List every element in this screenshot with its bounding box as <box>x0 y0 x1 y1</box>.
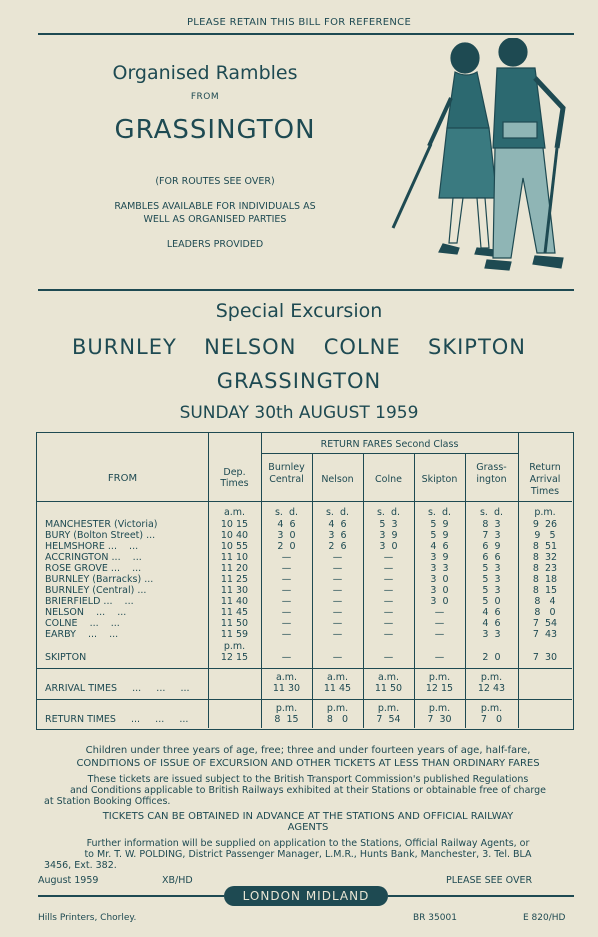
excursion-title: Special Excursion <box>215 300 383 322</box>
arrival-ampm: a.m. <box>377 672 400 683</box>
return-pm: p.m. <box>428 703 451 714</box>
fare-cell: — <box>383 652 394 663</box>
dep-header-2: Times <box>220 478 249 489</box>
col-grassington-2: ington <box>476 474 507 485</box>
return-arrival-time: 8 18 <box>532 574 558 585</box>
return-arrival-time: 8 0 <box>534 607 556 618</box>
return-arrival-time: 7 54 <box>532 618 558 629</box>
fare-cell: 6 9 <box>482 541 501 552</box>
fare-cell: 3 0 <box>277 530 296 541</box>
sd-label: s. d. <box>376 507 401 518</box>
top-rule <box>38 33 574 35</box>
from-label: FROM <box>190 92 220 102</box>
fares-table <box>36 432 574 730</box>
return-times-label: RETURN TIMES ... ... ... <box>45 714 189 725</box>
station-name: ROSE GROVE ... ... <box>45 563 142 574</box>
fare-cell: — <box>332 618 343 629</box>
fare-cell: — <box>383 552 394 563</box>
station-name: HELMSHORE ... ... <box>45 541 139 552</box>
return-arrival-time: 7 43 <box>532 629 558 640</box>
fare-cell: 5 3 <box>482 585 501 596</box>
departure-time: 10 15 <box>220 519 249 530</box>
station-name: BRIERFIELD ... ... <box>45 596 134 607</box>
station-name: SKIPTON <box>45 652 87 663</box>
fare-cell: 3 0 <box>430 585 449 596</box>
rambles-note-2: WELL AS ORGANISED PARTIES <box>143 214 287 225</box>
departure-time: 11 50 <box>220 618 249 629</box>
issued-note-1: These tickets are issued subject to the British Transport Commission's published Regulations <box>87 774 529 785</box>
fare-cell: — <box>281 574 292 585</box>
arrival-ampm: p.m. <box>428 672 451 683</box>
walkers-illustration <box>385 38 583 278</box>
return-header-2: Arrival <box>529 474 561 485</box>
fare-cell: — <box>332 552 343 563</box>
excursion-towns: BURNLEY NELSON COLNE SKIPTON <box>71 335 527 359</box>
fare-cell: — <box>332 607 343 618</box>
col-skipton: Skipton <box>421 474 458 485</box>
departure-time: 11 30 <box>220 585 249 596</box>
return-pm: p.m. <box>480 703 503 714</box>
fare-cell: 5 9 <box>430 519 449 530</box>
advance-note-2: AGENTS <box>287 822 329 833</box>
see-over-note: PLEASE SEE OVER <box>446 875 533 886</box>
fare-cell: — <box>434 618 445 629</box>
fare-cell: 3 9 <box>430 552 449 563</box>
departure-time: 10 55 <box>220 541 249 552</box>
fare-cell: — <box>332 585 343 596</box>
fares-header: RETURN FARES Second Class <box>320 439 459 450</box>
fare-cell: — <box>281 596 292 607</box>
fare-cell: 3 0 <box>379 541 398 552</box>
fare-cell: 2 0 <box>277 541 296 552</box>
return-time: 8 0 <box>326 714 349 725</box>
br-number: BR 35001 <box>413 913 457 923</box>
ret-pm-label: p.m. <box>534 507 556 518</box>
arrival-time: 11 30 <box>272 683 301 694</box>
col-colne: Colne <box>375 474 402 485</box>
return-time: 7 30 <box>427 714 452 725</box>
fare-cell: 2 0 <box>482 652 501 663</box>
return-arrival-time: 7 30 <box>532 652 558 663</box>
further-note-3: 3456, Ext. 382. <box>44 860 117 871</box>
departure-time: 11 10 <box>220 552 249 563</box>
departure-time: 11 40 <box>220 596 249 607</box>
station-name: ACCRINGTON ... ... <box>45 552 142 563</box>
issued-note-3: at Station Booking Offices. <box>44 796 171 807</box>
ref-number: E 820/HD <box>523 913 566 923</box>
conditions-heading: CONDITIONS OF ISSUE OF EXCURSION AND OTHER TICKETS AT LESS THAN ORDINARY FARES <box>76 758 540 769</box>
excursion-destination: GRASSINGTON <box>216 369 382 393</box>
routes-note: (FOR ROUTES SEE OVER) <box>155 176 275 187</box>
fare-cell: — <box>281 629 292 640</box>
return-pm: p.m. <box>275 703 298 714</box>
retain-notice: PLEASE RETAIN THIS BILL FOR REFERENCE <box>186 17 412 28</box>
children-note: Children under three years of age, free; three and under fourteen years of age, half-fare, <box>85 745 531 756</box>
fare-cell: — <box>332 596 343 607</box>
fare-cell: 4 6 <box>328 519 347 530</box>
return-pm: p.m. <box>377 703 400 714</box>
fare-cell: 4 6 <box>430 541 449 552</box>
col-grassington-1: Grass- <box>476 462 507 473</box>
fare-cell: — <box>332 652 343 663</box>
advance-note-1: TICKETS CAN BE OBTAINED IN ADVANCE AT THE STATIONS AND OFFICIAL RAILWAY <box>102 811 514 822</box>
fare-cell: 5 3 <box>482 563 501 574</box>
footer-rule-left <box>38 895 224 897</box>
fare-cell: 6 6 <box>482 552 501 563</box>
rambles-title: Organised Rambles <box>112 62 298 84</box>
arrival-ampm: a.m. <box>275 672 298 683</box>
fare-cell: — <box>332 629 343 640</box>
table-rule <box>261 453 518 454</box>
footer-date: August 1959 <box>38 875 99 886</box>
arrival-ampm: a.m. <box>326 672 349 683</box>
fare-cell: 4 6 <box>277 519 296 530</box>
sd-label: s. d. <box>479 507 504 518</box>
return-time: 8 15 <box>274 714 299 725</box>
fare-cell: 4 6 <box>482 607 501 618</box>
return-arrival-time: 8 15 <box>532 585 558 596</box>
fare-cell: 7 3 <box>482 530 501 541</box>
fare-cell: — <box>281 607 292 618</box>
fare-cell: — <box>383 596 394 607</box>
fare-cell: — <box>332 574 343 585</box>
departure-time: 12 15 <box>220 652 249 663</box>
fare-cell: 3 0 <box>430 596 449 607</box>
fare-cell: — <box>383 629 394 640</box>
arrival-ampm: p.m. <box>480 672 503 683</box>
col-burnley-1: Burnley <box>268 462 305 473</box>
grassington-heading: GRASSINGTON <box>114 115 316 145</box>
fare-cell: — <box>434 652 445 663</box>
return-arrival-time: 8 23 <box>532 563 558 574</box>
departure-time: 10 40 <box>220 530 249 541</box>
return-arrival-time: 9 26 <box>532 519 558 530</box>
fare-cell: 3 0 <box>430 574 449 585</box>
col-nelson: Nelson <box>321 474 354 485</box>
from-header: FROM <box>107 473 138 484</box>
dep-header-1: Dep. <box>223 467 246 478</box>
return-arrival-time: 9 5 <box>534 530 556 541</box>
table-rule <box>37 501 572 502</box>
fare-cell: — <box>383 618 394 629</box>
fare-cell: 2 6 <box>328 541 347 552</box>
footer-code: XB/HD <box>162 875 193 886</box>
london-midland-logo: LONDON MIDLAND <box>224 886 388 906</box>
fare-cell: — <box>383 574 394 585</box>
fare-cell: 5 3 <box>482 574 501 585</box>
fare-cell: 5 3 <box>379 519 398 530</box>
col-burnley-2: Central <box>269 474 304 485</box>
return-time: 7 54 <box>376 714 401 725</box>
issued-note-2: and Conditions applicable to British Railways exhibited at their Stations or obtainable free of charge <box>69 785 547 796</box>
fare-cell: — <box>281 552 292 563</box>
table-rule <box>37 668 572 669</box>
arrival-times-label: ARRIVAL TIMES ... ... ... <box>45 683 190 694</box>
leaders-note: LEADERS PROVIDED <box>166 239 264 250</box>
fare-cell: — <box>383 585 394 596</box>
excursion-date: SUNDAY 30th AUGUST 1959 <box>179 403 419 423</box>
table-rule <box>37 699 572 700</box>
station-name: NELSON ... ... <box>45 607 127 618</box>
arrival-time: 12 15 <box>425 683 454 694</box>
sd-label: s. d. <box>325 507 350 518</box>
fare-cell: 3 3 <box>430 563 449 574</box>
fare-cell: — <box>281 585 292 596</box>
station-name: MANCHESTER (Victoria) <box>45 519 158 530</box>
fare-cell: — <box>434 629 445 640</box>
fare-cell: — <box>281 563 292 574</box>
departure-time: 11 59 <box>220 629 249 640</box>
dep-pm-label: p.m. <box>223 641 246 652</box>
fare-cell: 8 3 <box>482 519 501 530</box>
station-name: EARBY ... ... <box>45 629 119 640</box>
station-name: COLNE ... ... <box>45 618 120 629</box>
departure-time: 11 25 <box>220 574 249 585</box>
footer-rule-right <box>388 895 574 897</box>
arrival-time: 12 43 <box>477 683 506 694</box>
printer-credit: Hills Printers, Chorley. <box>38 913 137 923</box>
station-name: BURNLEY (Central) ... <box>45 585 147 596</box>
further-note-1: Further information will be supplied on application to the Stations, Official Railway Agents, or <box>86 838 530 849</box>
fare-cell: 3 6 <box>328 530 347 541</box>
fare-cell: 5 0 <box>482 596 501 607</box>
arrival-time: 11 45 <box>323 683 352 694</box>
dep-am-label: a.m. <box>223 507 246 518</box>
station-name: BURNLEY (Barracks) ... <box>45 574 154 585</box>
departure-time: 11 45 <box>220 607 249 618</box>
rambles-note-1: RAMBLES AVAILABLE FOR INDIVIDUALS AS <box>114 201 316 212</box>
sd-label: s. d. <box>427 507 452 518</box>
return-header-1: Return <box>529 462 561 473</box>
fare-cell: — <box>281 618 292 629</box>
fare-cell: 4 6 <box>482 618 501 629</box>
fare-cell: 3 9 <box>379 530 398 541</box>
return-time: 7 0 <box>480 714 503 725</box>
further-note-2: to Mr. T. W. POLDING, District Passenger Manager, L.M.R., Hunts Bank, Manchester, 3. Tel. BLA <box>84 849 532 860</box>
return-arrival-time: 8 51 <box>532 541 558 552</box>
station-name: BURY (Bolton Street) ... <box>45 530 156 541</box>
fare-cell: — <box>281 652 292 663</box>
return-arrival-time: 8 32 <box>532 552 558 563</box>
fare-cell: — <box>383 607 394 618</box>
return-arrival-time: 8 4 <box>534 596 556 607</box>
fare-cell: 5 9 <box>430 530 449 541</box>
sd-label: s. d. <box>274 507 299 518</box>
fare-cell: — <box>332 563 343 574</box>
return-header-3: Times <box>530 486 560 497</box>
fare-cell: — <box>383 563 394 574</box>
return-pm: p.m. <box>326 703 349 714</box>
fare-cell: 3 3 <box>482 629 501 640</box>
arrival-time: 11 50 <box>374 683 403 694</box>
fare-cell: — <box>434 607 445 618</box>
middle-rule <box>38 289 574 291</box>
departure-time: 11 20 <box>220 563 249 574</box>
